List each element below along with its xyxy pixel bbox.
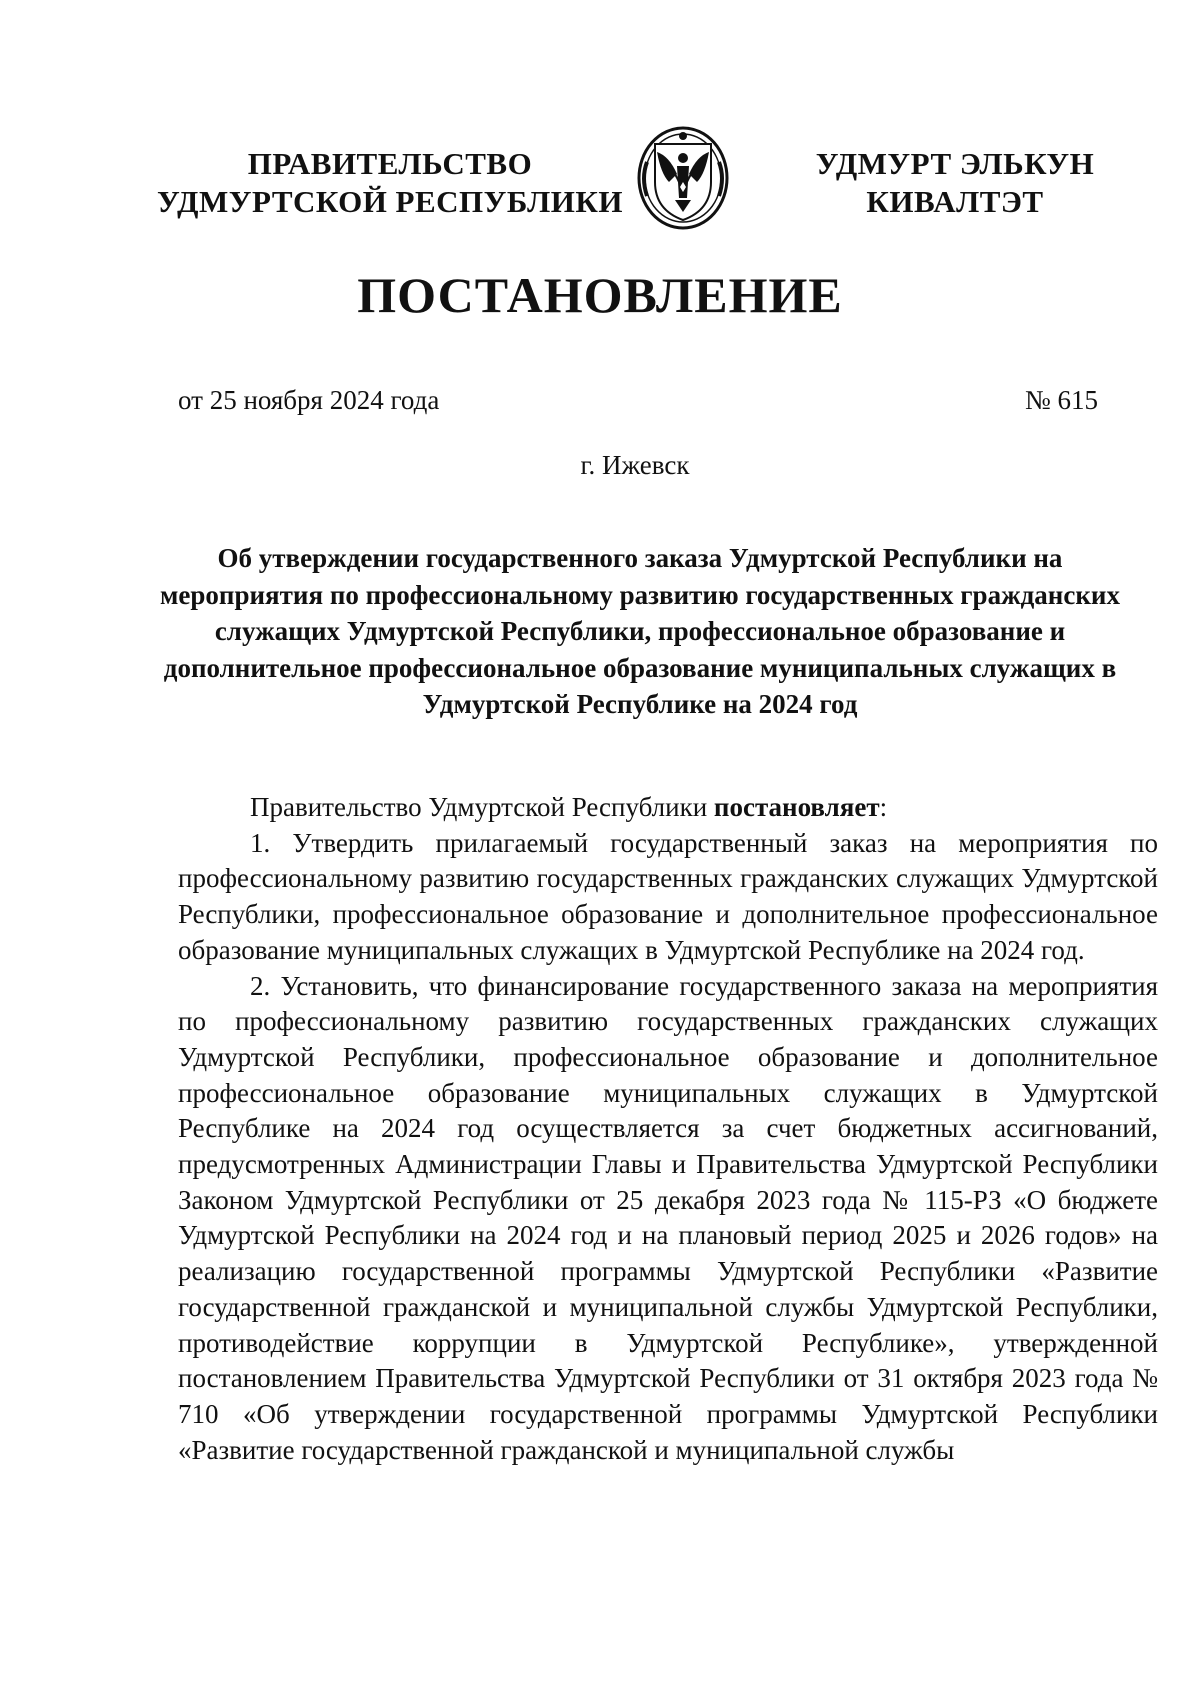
intro-prefix: Правительство Удмуртской Республики bbox=[250, 792, 714, 822]
document-type-heading: ПОСТАНОВЛЕНИЕ bbox=[357, 267, 843, 323]
document-title: Об утверждении государственного заказа Удмуртской Республики на мероприятия по профессиональному развитию государственных гражданских служащих Удмуртской Республики, профессиональное образование и дополнительное профессиональное образование муниципальных служащих в Удмуртской Республике на 2024 год bbox=[160, 543, 1120, 719]
coat-of-arms-icon bbox=[633, 122, 733, 234]
paragraph-2: 2. Установить, что финансирование государственного заказа на мероприятия по профессиональному развитию государственных гражданских служащих Удмуртской Республики, профессиональное образование и дополнительное профессиональное образование муниципальных служащих в Удмуртской Республике на 2024 год осуществляется за счет бюджетных ассигнований, предусмотренных Администрации Главы и Правительства Удмуртской Республики Законом Удмуртской Республики от 25 декабря 2023 года № 115-РЗ «О бюджете Удмуртской Республики на 2024 год и на плановый период 2025 и 2026 годов» на реализацию государственной программы Удмуртской Республики «Развитие государственной гражданской и муниципальной службы Удмуртской Республики, противодействие коррупции в Удмуртской Республике», утвержденной постановлением Правительства Удмуртской Республики от 31 октября 2023 года № 710 «Об утверждении государственной программы Удмуртской Республики «Развитие государственной гражданской и муниципальной службы bbox=[178, 970, 1158, 1465]
government-name-udmurt-line2: КИВАЛТЭТ bbox=[866, 184, 1044, 219]
document-body bbox=[178, 790, 1158, 1468]
government-name-line1: ПРАВИТЕЛЬСТВО bbox=[247, 146, 533, 181]
government-name-udmurt bbox=[790, 145, 1120, 221]
document-date: от 25 ноября 2024 года bbox=[178, 385, 440, 415]
document-number: № 615 bbox=[1024, 385, 1098, 415]
paragraph-1: 1. Утвердить прилагаемый государственный заказ на мероприятия по профессиональному развитию государственных гражданских служащих Удмуртской Республики, профессиональное образование и дополнительное профессиональное образование муниципальных служащих в Удмуртской Республике на 2024 год. bbox=[178, 827, 1158, 965]
intro-suffix: : bbox=[879, 792, 888, 822]
intro-paragraph bbox=[178, 790, 1158, 826]
government-name-udmurt-line1: УДМУРТ ЭЛЬКУН bbox=[815, 146, 1095, 181]
government-name-russian bbox=[150, 145, 630, 221]
intro-verb: постановляет bbox=[713, 792, 880, 822]
government-name-line2: УДМУРТСКОЙ РЕСПУБЛИКИ bbox=[157, 184, 623, 219]
document-city: г. Ижевск bbox=[580, 450, 690, 480]
